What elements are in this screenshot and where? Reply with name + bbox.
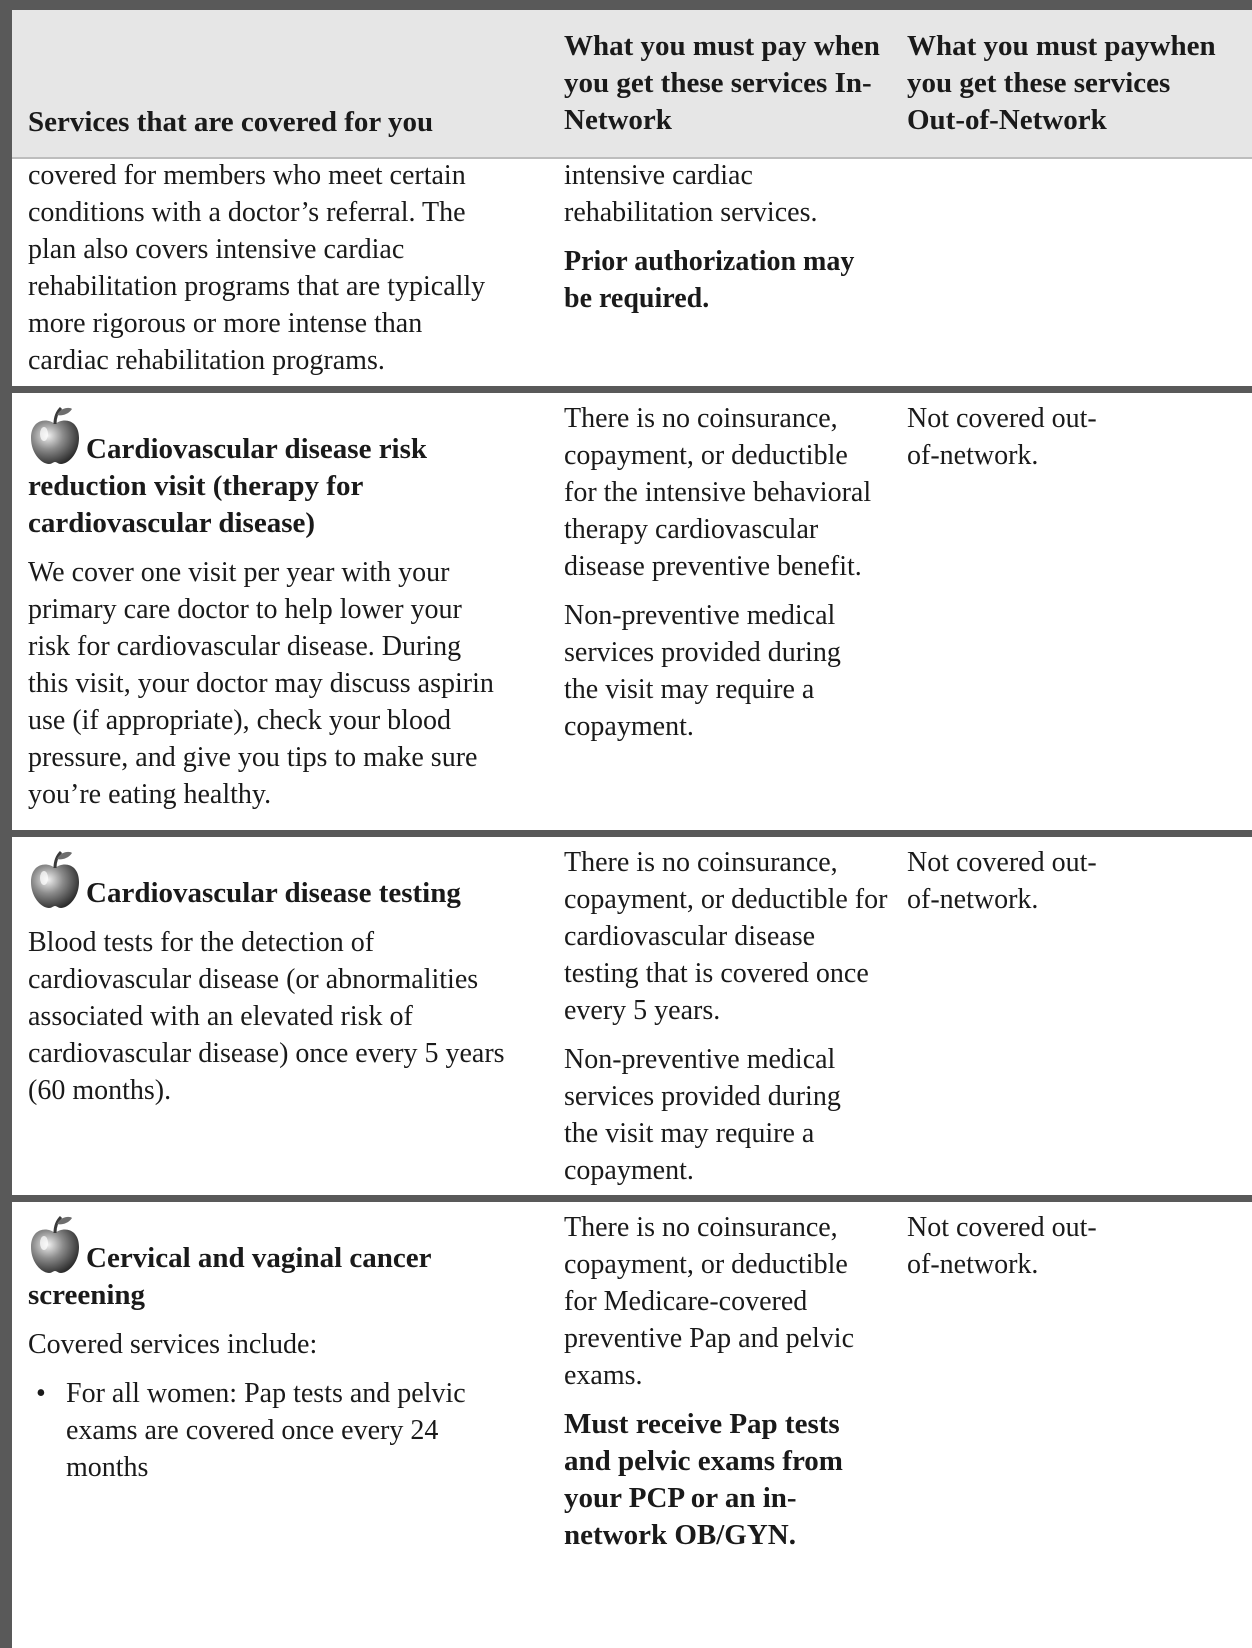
table-row: [12, 1202, 1252, 1648]
header-in-network: What you must pay when you get these services In-Network: [564, 30, 880, 136]
description-line: use (if appropriate), check your blood: [28, 705, 451, 736]
row-divider: [12, 1195, 1252, 1202]
service-title-line: [28, 850, 528, 912]
in-network-text: intensive cardiac rehabilitation services.: [564, 160, 818, 228]
in-network-cell: [564, 1209, 884, 1554]
service-title-cont: screening: [28, 1279, 146, 1311]
out-of-network-cell: Not covered out-of-network.: [907, 403, 1097, 471]
description-line: pressure, and give you tips to make sure: [28, 742, 478, 773]
service-title: Cardiovascular disease risk: [86, 433, 428, 465]
header-out-of-network-line: you get these services: [907, 67, 1171, 99]
table-header: [12, 10, 1252, 159]
out-of-network-cell: Not covered out-of-network.: [907, 847, 1097, 915]
list-item: • For all women: Pap tests and pelvic exams are covered once every 24 months: [66, 1375, 506, 1486]
pcp-requirement-note: Must receive Pap tests and pelvic exams from your PCP or an in-network OB/GYN.: [564, 1408, 843, 1551]
top-rule: [12, 0, 1252, 10]
apple-icon: [28, 1213, 82, 1275]
service-description: [28, 554, 528, 813]
in-network-cell: [564, 400, 879, 745]
services-cell: [28, 1215, 508, 1486]
in-network-text: Non-preventive medical services provided during the visit may require a copayment.: [564, 600, 841, 742]
services-cell: [28, 157, 548, 379]
in-network-text: There is no coinsurance, copayment, or deductible for Medicare-covered preventive Pap and pelvic exams.: [564, 1212, 855, 1391]
services-cell: [28, 406, 528, 813]
services-line: covered for members who meet certain: [28, 160, 466, 191]
in-network-text: There is no coinsurance, copayment, or deductible for the intensive behavioral therapy cardiovascular disease preventive benefit.: [564, 403, 872, 582]
services-line: conditions with a doctor’s referral. The: [28, 197, 466, 228]
services-line: rehabilitation programs that are typically: [28, 271, 486, 302]
service-title-line: [28, 406, 528, 468]
service-title: Cervical and vaginal cancer: [86, 1242, 432, 1274]
apple-icon: [28, 848, 82, 910]
apple-icon: [28, 404, 82, 466]
service-title-cont: reduction visit (therapy for cardiovascular disease): [28, 470, 363, 539]
header-out-of-network-line: What you must paywhen: [907, 30, 1216, 62]
service-description: Blood tests for the detection of cardiovascular disease (or abnormalities associated with an elevated risk of cardiovascular disease) once every 5 years (60 months).: [28, 927, 505, 1106]
description-line: this visit, your doctor may discuss aspirin: [28, 668, 494, 699]
out-of-network-cell: Not covered out-of-network.: [907, 1212, 1097, 1280]
in-network-cell: [564, 844, 889, 1189]
description-line: primary care doctor to help lower your: [28, 594, 462, 625]
header-services: Services that are covered for you: [28, 106, 434, 138]
service-title: Cardiovascular disease testing: [86, 877, 461, 909]
description-line: risk for cardiovascular disease. During: [28, 631, 462, 662]
service-intro: Covered services include:: [28, 1329, 318, 1360]
table-row: [12, 157, 1252, 385]
in-network-text: There is no coinsurance, copayment, or deductible for cardiovascular disease testing that is covered once every 5 years.: [564, 847, 888, 1026]
services-line: more rigorous or more intense than: [28, 308, 423, 339]
description-line: you’re eating healthy.: [28, 779, 272, 810]
in-network-cell: [564, 157, 855, 317]
services-line: plan also covers intensive cardiac: [28, 234, 405, 265]
row-divider: [12, 830, 1252, 837]
header-out-of-network: [907, 28, 1252, 139]
services-line: cardiac rehabilitation programs.: [28, 345, 385, 376]
services-cell: [28, 850, 528, 1109]
table-row: [12, 393, 1252, 823]
row-divider: [12, 386, 1252, 393]
prior-authorization-note: Prior authorization may be required.: [564, 246, 855, 314]
table-row: [12, 837, 1252, 1186]
service-title-line: [28, 1215, 508, 1277]
description-line: We cover one visit per year with your: [28, 557, 450, 588]
covered-services-list: [28, 1375, 508, 1486]
header-out-of-network-line: Out-of-Network: [907, 104, 1107, 136]
in-network-text: Non-preventive medical services provided during the visit may require a copayment.: [564, 1044, 841, 1186]
